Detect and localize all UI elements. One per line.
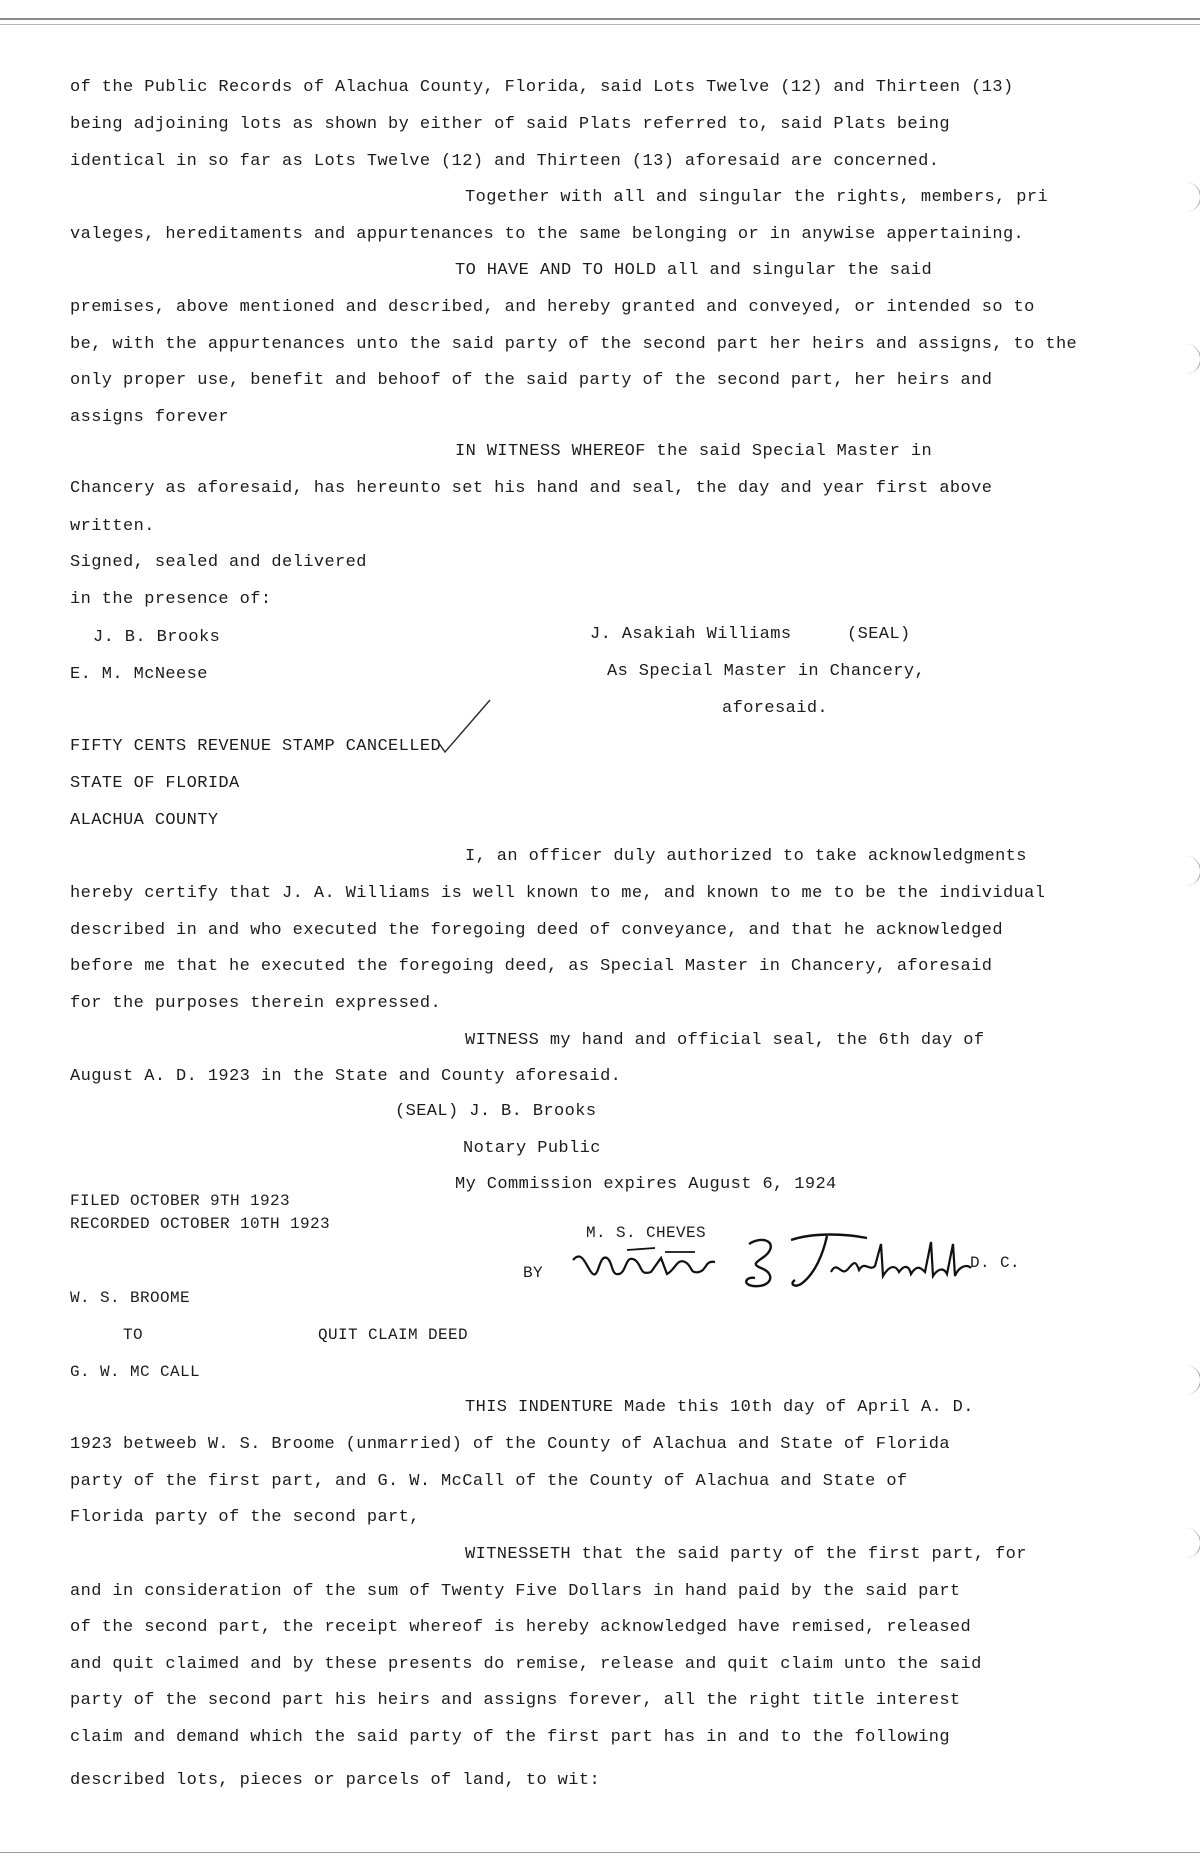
bottom-rule <box>0 1852 1200 1853</box>
witness-name: J. B. Brooks <box>93 628 221 647</box>
punch-hole-mark <box>1170 1365 1200 1395</box>
notary-seal-signature: (SEAL) J. B. Brooks <box>395 1102 597 1121</box>
deed-title: QUIT CLAIM DEED <box>318 1326 469 1344</box>
punch-hole-mark <box>1170 182 1200 212</box>
by-label: BY <box>523 1264 544 1282</box>
seal-label: (SEAL) <box>847 625 911 644</box>
to-label: TO <box>123 1326 144 1344</box>
deed2-line: of the second part, the receipt whereof is hereby acknowledged have remised, released <box>70 1618 972 1637</box>
ack-line: WITNESS my hand and official seal, the 6th day of <box>465 1031 985 1050</box>
checkmark-icon <box>436 696 496 756</box>
clerk-name: M. S. CHEVES <box>586 1224 707 1242</box>
deed2-line: 1923 betweeb W. S. Broome (unmarried) of the County of Alachua and State of Florida <box>70 1435 950 1454</box>
deed1-line: written. <box>70 517 155 536</box>
deed1-line: assigns forever <box>70 408 230 427</box>
deed1-line: be, with the appurtenances unto the said party of the second part her heirs and assigns, to the <box>70 335 1078 354</box>
deed2-line: Florida party of the second part, <box>70 1508 420 1527</box>
deed2-line: described lots, pieces or parcels of land, to wit: <box>70 1771 601 1790</box>
deed1-line: identical in so far as Lots Twelve (12) and Thirteen (13) aforesaid are concerned. <box>70 152 940 171</box>
notary-title: Notary Public <box>463 1139 601 1158</box>
deed2-line: and in consideration of the sum of Twenty Five Dollars in hand paid by the said part <box>70 1582 961 1601</box>
punch-hole-mark <box>1170 856 1200 886</box>
punch-hole-mark <box>1170 1528 1200 1558</box>
top-rule <box>0 18 1200 20</box>
deed1-line: IN WITNESS WHEREOF the said Special Master in <box>455 442 933 461</box>
signer-name: J. Asakiah Williams <box>590 625 792 644</box>
deed1-line: of the Public Records of Alachua County, Florida, said Lots Twelve (12) and Thirteen (13) <box>70 78 1014 97</box>
filed-date: FILED OCTOBER 9TH 1923 <box>70 1192 291 1210</box>
ack-line: I, an officer duly authorized to take acknowledgments <box>465 847 1027 866</box>
notary-commission: My Commission expires August 6, 1924 <box>455 1175 837 1194</box>
punch-hole-mark <box>1170 344 1200 374</box>
ack-line: hereby certify that J. A. Williams is well known to me, and known to me to be the individual <box>70 884 1046 903</box>
deed1-line: only proper use, benefit and behoof of the said party of the second part, her heirs and <box>70 371 993 390</box>
deed1-line: Signed, sealed and delivered <box>70 553 367 572</box>
ack-line: for the purposes therein expressed. <box>70 994 442 1013</box>
deed1-line: being adjoining lots as shown by either of said Plats referred to, said Plats being <box>70 115 950 134</box>
deputy-clerk-signature <box>565 1230 1005 1300</box>
ack-line: before me that he executed the foregoing deed, as Special Master in Chancery, aforesaid <box>70 957 993 976</box>
deed2-line: party of the first part, and G. W. McCall of the County of Alachua and State of <box>70 1472 908 1491</box>
deed2-line: claim and demand which the said party of the first part has in and to the following <box>70 1728 950 1747</box>
ack-state: STATE OF FLORIDA <box>70 774 240 793</box>
grantee-name: G. W. MC CALL <box>70 1363 201 1381</box>
deed2-line: party of the second part his heirs and assigns forever, all the right title interest <box>70 1691 961 1710</box>
witness-name: E. M. McNeese <box>70 665 208 684</box>
deed2-line: WITNESSETH that the said party of the first part, for <box>465 1545 1027 1564</box>
deed1-line: Together with all and singular the rights, members, pri <box>465 188 1049 207</box>
deed1-line: valeges, hereditaments and appurtenances to the same belonging or in anywise appertaining. <box>70 225 1025 244</box>
deed1-line: in the presence of: <box>70 590 272 609</box>
recorded-date: RECORDED OCTOBER 10TH 1923 <box>70 1215 331 1233</box>
revenue-stamp-note: FIFTY CENTS REVENUE STAMP CANCELLED <box>70 737 442 756</box>
deed1-line: TO HAVE AND TO HOLD all and singular the said <box>455 261 933 280</box>
ack-county: ALACHUA COUNTY <box>70 811 219 830</box>
deputy-clerk-label: D. C. <box>970 1254 1021 1272</box>
top-rule-thin <box>0 24 1200 25</box>
signer-capacity: aforesaid. <box>722 699 829 718</box>
grantor-name: W. S. BROOME <box>70 1289 191 1307</box>
ack-line: described in and who executed the foregoing deed of conveyance, and that he acknowledged <box>70 921 1003 940</box>
signer-capacity: As Special Master in Chancery, <box>607 662 926 681</box>
ack-line: August A. D. 1923 in the State and County aforesaid. <box>70 1067 622 1086</box>
deed1-line: Chancery as aforesaid, has hereunto set his hand and seal, the day and year first above <box>70 479 993 498</box>
deed2-line: and quit claimed and by these presents do remise, release and quit claim unto the said <box>70 1655 982 1674</box>
deed2-line: THIS INDENTURE Made this 10th day of April A. D. <box>465 1398 974 1417</box>
deed1-line: premises, above mentioned and described, and hereby granted and conveyed, or intended so to <box>70 298 1035 317</box>
